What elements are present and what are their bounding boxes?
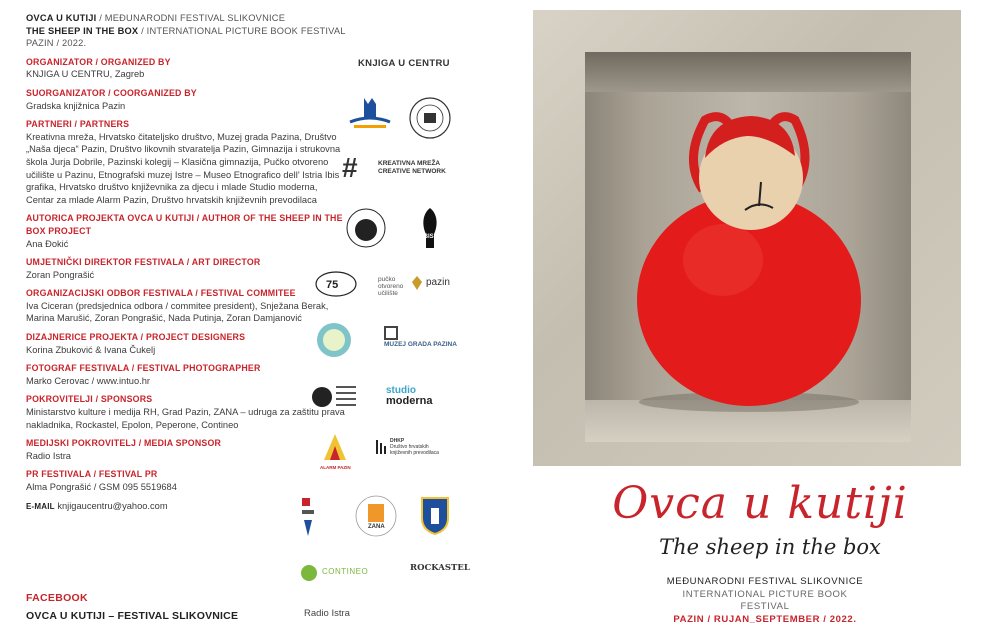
contineo-logo bbox=[300, 564, 318, 587]
credit-label: ORGANIZATOR / ORGANIZED BY bbox=[26, 56, 171, 67]
credit-label: MEDIJSKI POKROVITELJ / MEDIA SPONSOR bbox=[26, 438, 222, 449]
credit-label: SUORGANIZATOR / COORGANIZED BY bbox=[26, 87, 197, 98]
pucko-uciliste-logo: pučko otvoreno učilište bbox=[378, 276, 404, 297]
credit-label: FOTOGRAF FESTIVALA / FESTIVAL PHOTOGRAPHER bbox=[26, 363, 261, 374]
credit-block bbox=[26, 118, 346, 206]
pazin-coat-of-arms bbox=[420, 496, 450, 541]
studio-moderna-logo: studio moderna bbox=[386, 385, 433, 407]
credit-block bbox=[26, 212, 346, 250]
credit-label: AUTORICA PROJEKTA OVCA U KUTIJI / AUTHOR OF THE SHEEP IN THE BOX PROJECT bbox=[26, 213, 343, 236]
young-readers-logo bbox=[316, 322, 352, 363]
credit-block bbox=[26, 437, 346, 462]
knjiga-u-centru-logo: KNJIGA U CENTRU bbox=[358, 58, 450, 69]
credit-label: POKROVITELJI / SPONSORS bbox=[26, 394, 153, 405]
partner-logos bbox=[300, 0, 470, 642]
credit-block bbox=[26, 331, 346, 356]
credit-text: Korina Zbuković & Ivana Čukelj bbox=[26, 344, 156, 355]
hashtag-icon: # bbox=[342, 152, 358, 183]
credit-label: PARTNERI / PARTNERS bbox=[26, 119, 130, 130]
credit-label: UMJETNIČKI DIREKTOR FESTIVALA / ART DIRECTOR bbox=[26, 257, 261, 268]
gimnazija-logo bbox=[314, 270, 358, 303]
credit-block bbox=[26, 393, 346, 431]
dhkp-icon bbox=[376, 440, 386, 459]
facebook-page-name[interactable]: OVCA U KUTIJI – FESTIVAL SLIKOVNICE bbox=[26, 610, 239, 622]
library-logo bbox=[346, 96, 394, 135]
credit-block bbox=[26, 256, 346, 281]
credit-block bbox=[26, 362, 346, 387]
festival-photo bbox=[533, 10, 961, 466]
pazin-crest-icon bbox=[412, 276, 422, 295]
credit-text: Ministarstvo kulture i medija RH, Grad Pazin, ZANA – udruga za zaštitu prava nakladnika, Rockastel, Epolon, Peperone, Contineo bbox=[26, 407, 345, 430]
credit-block bbox=[26, 468, 346, 493]
credit-block bbox=[26, 56, 346, 81]
credit-text: KNJIGA U CENTRU, Zagreb bbox=[26, 69, 145, 80]
radio-istra-logo: Radio Istra bbox=[304, 608, 350, 619]
muzej-grada-pazina-logo: MUZEJ GRADA PAZINA bbox=[384, 341, 457, 348]
credit-label: PR FESTIVALA / FESTIVAL PR bbox=[26, 469, 158, 480]
reading-society-seal bbox=[408, 96, 452, 145]
header-line-1: OVCA U KUTIJI / MEĐUNARODNI FESTIVAL SLIKOVNICE bbox=[26, 13, 286, 23]
ibis-logo: IBIS bbox=[418, 206, 442, 255]
credit-list bbox=[26, 56, 346, 494]
etnografski-muzej-logo bbox=[310, 382, 358, 417]
sheep-figure-icon bbox=[533, 10, 961, 466]
credit-text: Radio Istra bbox=[26, 450, 71, 461]
credit-text: Iva Ciceran (predsjednica odbora / commitee president), Snježana Berak, Marina Marušić, Zoran Pongrašić, Nada Putinja, Zoran Damjanović bbox=[26, 300, 329, 324]
credit-text: Gradska knjižnica Pazin bbox=[26, 100, 126, 111]
header-line-3: PAZIN / 2022. bbox=[26, 38, 87, 49]
credit-block bbox=[26, 287, 346, 325]
header-line-2: THE SHEEP IN THE BOX / INTERNATIONAL PICTURE BOOK FESTIVAL bbox=[26, 25, 346, 36]
credit-text: Zoran Pongrašić bbox=[26, 269, 95, 280]
dhkp-logo: DHKP Društvo hrvatskih književnih prevodilaca bbox=[390, 438, 439, 456]
pazin-logo-label: pazin bbox=[426, 277, 450, 288]
email-line: E-MAIL knjigaucentru@yahoo.com bbox=[26, 500, 168, 511]
alarm-pazin-logo: ALARM PAZIN bbox=[320, 434, 351, 470]
credit-text: Ana Đokić bbox=[26, 238, 69, 249]
email-value[interactable]: knjigaucentru@yahoo.com bbox=[57, 500, 168, 511]
credit-text: Marko Cerovac / www.intuo.hr bbox=[26, 375, 151, 386]
credits-column bbox=[26, 12, 346, 513]
poster-title: Ovca u kutiji bbox=[612, 478, 908, 529]
poster-info bbox=[660, 576, 870, 626]
kreativna-mreza-logo: KREATIVNA MREŽA CREATIVE NETWORK bbox=[378, 160, 446, 175]
credit-block bbox=[26, 87, 346, 112]
poster-info-line-2: INTERNATIONAL PICTURE BOOK FESTIVAL bbox=[682, 588, 848, 612]
credit-label: ORGANIZACIJSKI ODBOR FESTIVALA / FESTIVAL COMMITEE bbox=[26, 288, 296, 299]
ministry-logo bbox=[302, 498, 316, 543]
poster-subtitle: The sheep in the box bbox=[659, 535, 881, 559]
poster-info-line-1: MEĐUNARODNI FESTIVAL SLIKOVNICE bbox=[666, 576, 864, 587]
zana-logo: ZANA bbox=[354, 494, 398, 543]
contineo-label: CONTINEO bbox=[322, 567, 369, 576]
svg-text:75: 75 bbox=[326, 279, 339, 291]
credit-text: Alma Pongrašić / GSM 095 5519684 bbox=[26, 482, 177, 492]
facebook-label: FACEBOOK bbox=[26, 592, 88, 604]
credit-label: DIZAJNERICE PROJEKTA / PROJECT DESIGNERS bbox=[26, 332, 246, 343]
rockastel-logo: ROCKASTEL bbox=[410, 563, 470, 573]
credit-text: Kreativna mreža, Hrvatsko čitateljsko društvo, Muzej grada Pazina, Društvo „Naša djeca“ Pazin, Društvo likovnih stvaratelja Pazin, Gimnazija i strukovna škola Jurja Dobrile, Pazinski kolegij – Klasična gimnazija, Pučko otvoreno učilište u Pazinu, Etnografski muzej Istre – Museo Etnografico dell’ Istria Ibis grafika, Hrvatsko društvo književnika za djecu i mlade Studio moderna, Centar za mlade Alarm Pazin, Društvo hrvatskih književnih prevodilaca bbox=[26, 131, 341, 205]
nasa-djeca-seal bbox=[344, 206, 388, 255]
poster-info-line-3: PAZIN / RUJAN_SEPTEMBER / 2022. bbox=[673, 613, 857, 625]
